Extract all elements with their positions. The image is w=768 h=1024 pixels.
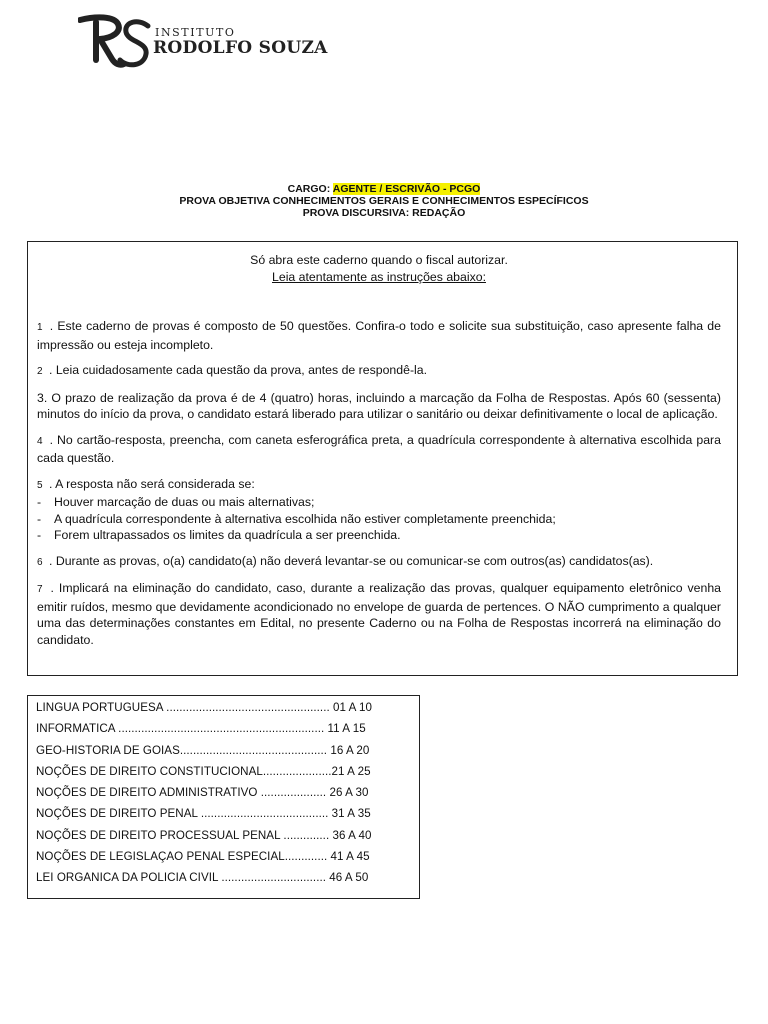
subject-row: NOÇÕES DE DIREITO CONSTITUCIONAL.....................21 A 25 — [36, 764, 371, 778]
exam-type-line: PROVA OBJETIVA CONHECIMENTOS GERAIS E CONHECIMENTOS ESPECÍFICOS — [179, 195, 589, 207]
instruction-item-4 — [37, 432, 721, 467]
logo-text-name: RODOLFO SOUZA — [153, 38, 328, 58]
cargo-line — [0, 183, 768, 195]
instruction-number: 5 — [37, 479, 43, 491]
instruction-item-2 — [37, 362, 721, 381]
instruction-number: 7 — [37, 584, 43, 595]
instruction-number: 4 — [37, 435, 43, 447]
instruction-text: . A resposta não será considerada se: — [48, 476, 255, 491]
instruction-text: . Implicará na eliminação do candidato, caso, durante a realização das provas, qualquer equipamento eletrônico venha emitir ruídos, mesmo que devidamente acondicionado no envelope de guarda de pertences. O NÃO cumprimento a qualquer uma das determinações constantes em Edital, no presente Caderno ou na Folha de Respostas incorrerá na eliminação do candidato. — [37, 581, 722, 647]
list-item: - Forem ultrapassados os limites da quadrícula a ser preenchida. — [37, 527, 721, 544]
list-item: - A quadrícula correspondente à alternativa escolhida não estiver completamente preenchida; — [37, 511, 721, 528]
instruction-number: 2 — [37, 366, 43, 377]
subject-row: LINGUA PORTUGUESA .................................................. 01 A 10 — [36, 701, 373, 714]
instructions-title: Só abra este caderno quando o fiscal autorizar. — [250, 253, 508, 267]
instruction-number: 6 — [37, 556, 43, 568]
instructions-subtitle: Leia atentamente as instruções abaixo: — [272, 269, 486, 284]
logo-text-instituto: INSTITUTO — [155, 26, 236, 39]
instruction-number: 1 — [37, 322, 43, 333]
discursive-line: PROVA DISCURSIVA: REDAÇÃO — [302, 207, 466, 219]
instructions-box — [27, 241, 738, 676]
list-item: - Houver marcação de duas ou mais alternativas; — [37, 494, 721, 511]
subject-row: NOÇÕES DE LEGISLAÇAO PENAL ESPECIAL............. 41 A 45 — [36, 850, 370, 864]
instruction-text: . Durante as provas, o(a) candidato(a) não deverá levantar-se ou comunicar-se com outros(as) candidatos(as). — [48, 553, 654, 568]
invalid-answer-list — [37, 494, 721, 544]
instruction-item-5 — [37, 476, 721, 495]
subject-row: NOÇÕES DE DIREITO PROCESSUAL PENAL .............. 36 A 40 — [36, 828, 372, 842]
instruction-item-6 — [37, 553, 721, 572]
instruction-item-7 — [37, 580, 721, 648]
instruction-item-3: 3. O prazo de realização da prova é de 4 (quatro) horas, incluindo a marcação da Folha de Respostas. Após 60 (sessenta) minutos do início da prova, o candidato estará liberado para utilizar o sanitário ou deixar definitivamente o local de aplicação. — [37, 390, 721, 421]
subject-row: GEO-HISTORIA DE GOIAS............................................. 16 A 20 — [36, 743, 370, 757]
instruction-text: . Leia cuidadosamente cada questão da prova, antes de respondê-la. — [48, 363, 428, 377]
institute-logo — [78, 14, 338, 70]
cargo-prefix: CARGO: — [287, 183, 333, 195]
subjects-table — [27, 695, 420, 899]
exam-heading — [0, 183, 768, 219]
subject-row: NOÇÕES DE DIREITO PENAL ....................................... 31 A 35 — [36, 807, 371, 821]
rs-monogram-icon — [78, 14, 153, 70]
subject-row: INFORMATICA ............................................................... 11 A 15 — [36, 722, 366, 736]
instruction-text: . Este caderno de provas é composto de 50 questões. Confira-o todo e solicite sua substituição, caso apresente falha de impressão ou esteja incompleto. — [37, 319, 721, 352]
cargo-value: AGENTE / ESCRIVÃO - PCGO — [332, 183, 481, 195]
subject-row: NOÇÕES DE DIREITO ADMINISTRATIVO .................... 26 A 30 — [36, 786, 369, 800]
subject-row: LEI ORGANICA DA POLICIA CIVIL ................................ 46 A 50 — [36, 871, 369, 885]
instruction-item-1 — [37, 318, 721, 353]
instruction-text: . No cartão-resposta, preencha, com caneta esferográfica preta, a quadrícula correspondente à alternativa escolhida para cada questão. — [37, 432, 721, 465]
